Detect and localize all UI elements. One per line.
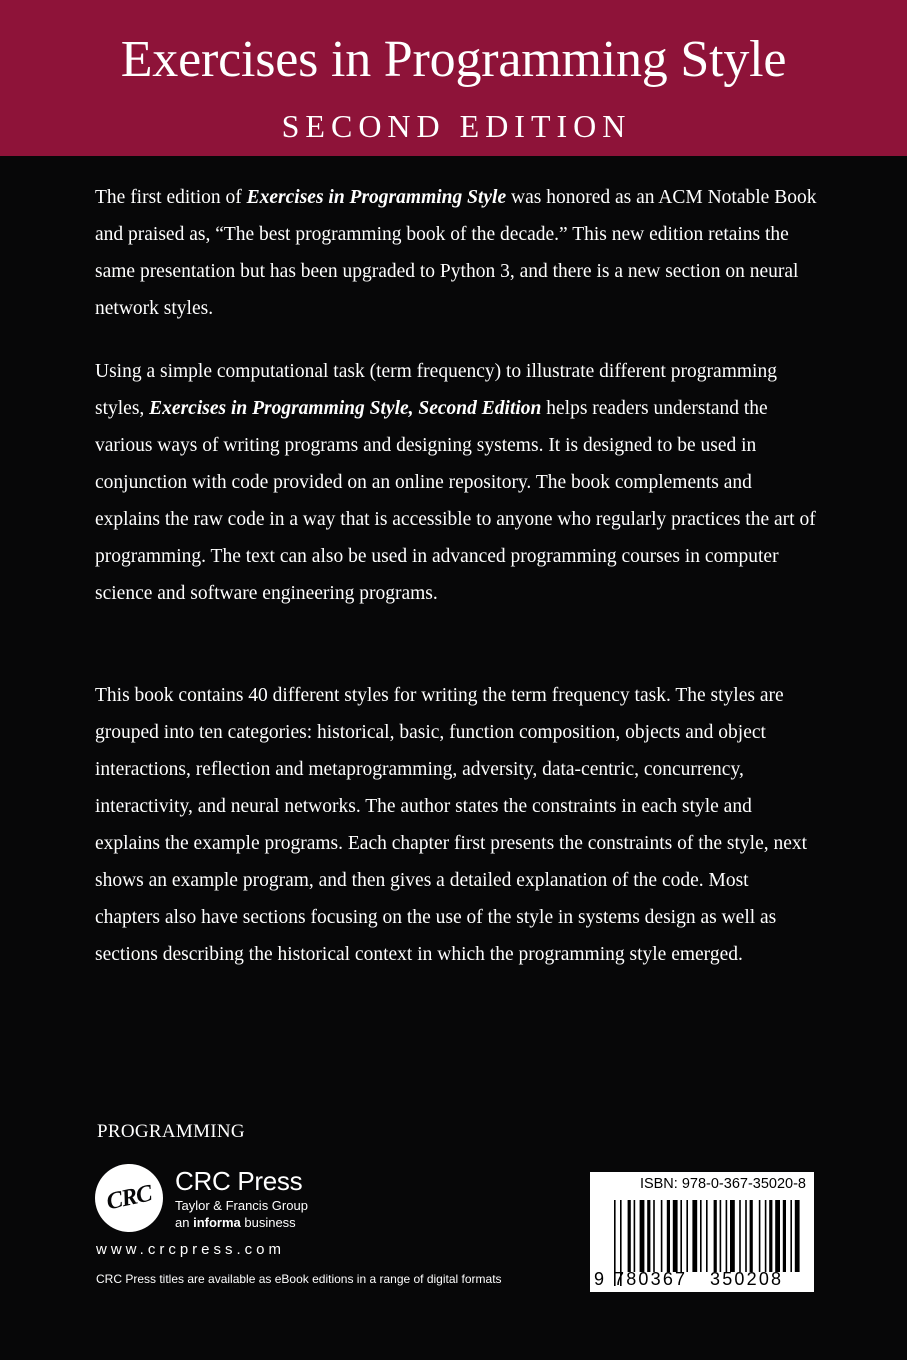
crc-logo-text: CRC — [104, 1180, 154, 1216]
description-paragraph-3: This book contains 40 different styles for writing the term frequency task. The styles are grouped into ten categories: historical, basic, function composition, objects and object interactions, reflection and metaprogramming, adversity, data-centric, concurrency, interactivity, and neural networks. The author states the constraints in each style and explains the example programs. Each chapter first presents the constraints of the style, next shows an example program, and then gives a detailed explanation of the code. Most chapters also have sections focusing on the use of the style in systems design as well as sections describing the historical context in which the programming style emerged. — [95, 685, 808, 965]
p1-text-1: The first edition of — [95, 187, 247, 208]
p1-book-title: Exercises in Programming Style — [246, 187, 507, 208]
p2-text-1: Using a simple computational task (term frequency) to illustrate different programming styles, — [95, 361, 777, 419]
informa-tagline — [175, 1214, 308, 1231]
publisher-website: www.crcpress.com — [96, 1241, 286, 1258]
informa-prefix: an — [175, 1215, 194, 1230]
description-paragraph-1 — [95, 179, 817, 327]
description-paragraph-2 — [95, 353, 817, 612]
subject-category: PROGRAMMING — [97, 1121, 245, 1142]
isbn-barcode-box — [590, 1172, 814, 1292]
barcode-digits-right: 350208 — [710, 1269, 784, 1289]
p1-text-2: was honored as an ACM Notable Book and praised as, “The best programming book of the decade.” This new edition retains the same presentation but has been upgraded to Python 3, and there is a new section on neural network styles. — [95, 187, 817, 319]
informa-name: informa — [193, 1215, 241, 1230]
crc-logo-icon — [95, 1164, 163, 1232]
isbn-label: ISBN: 978-0-367-35020-8 — [639, 1176, 806, 1192]
book-title: Exercises in Programming Style — [120, 31, 787, 88]
p2-text-2: helps readers understand the various ways of writing programs and designing systems. It is designed to be used in conjunction with code provided on an online repository. The book complements and explains the raw code in a way that is accessible to anyone who regularly practices the art of programming. The text can also be used in advanced programming courses in computer science and software engineering programs. — [95, 398, 816, 604]
publisher-name: CRC Press — [175, 1166, 303, 1196]
barcode-digits-left: 780367 — [614, 1269, 688, 1289]
informa-suffix: business — [240, 1215, 296, 1230]
p2-book-title: Exercises in Programming Style, Second Edition — [149, 398, 542, 419]
publisher-block — [175, 1165, 308, 1231]
edition-subtitle: SECOND EDITION — [281, 108, 632, 144]
barcode-digit-first: 9 — [594, 1269, 605, 1289]
ebook-note: CRC Press titles are available as eBook editions in a range of digital formats — [96, 1272, 502, 1286]
publisher-group: Taylor & Francis Group — [175, 1198, 308, 1213]
